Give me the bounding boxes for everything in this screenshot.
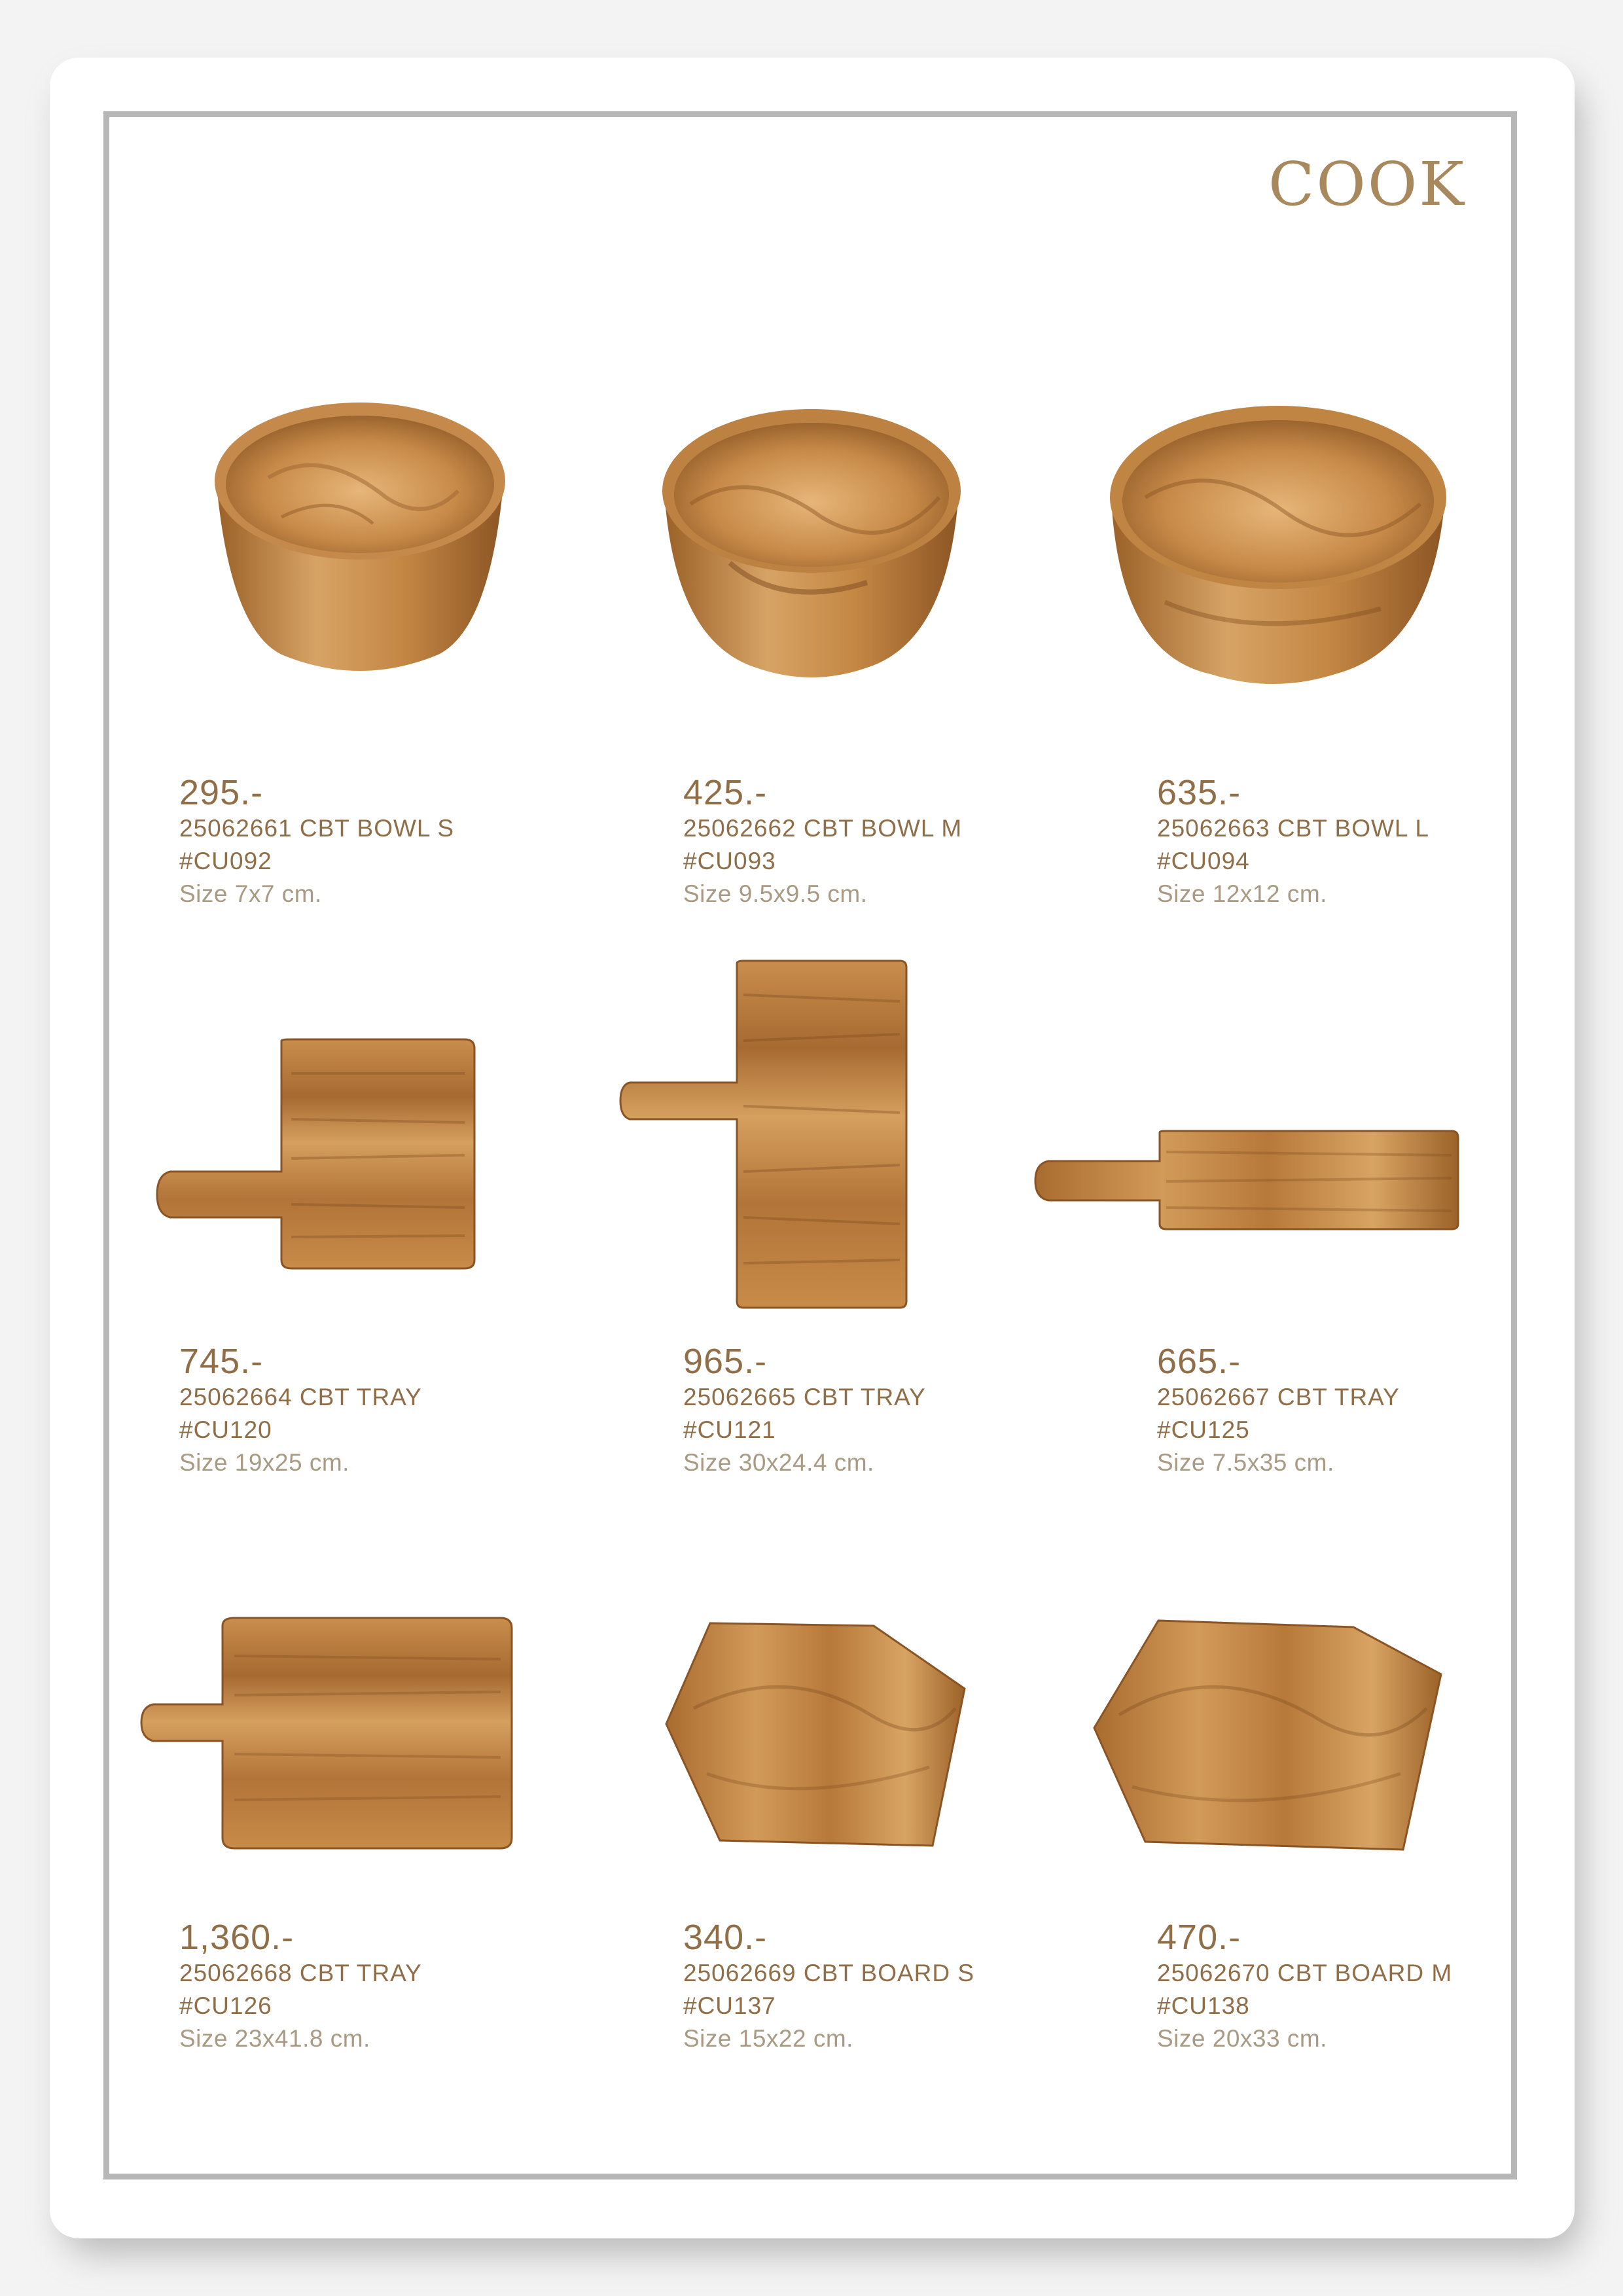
product-size: Size 12x12 cm. (1157, 880, 1327, 907)
product-size: Size 19x25 cm. (179, 1449, 349, 1476)
product-photo-bowl-m (651, 367, 1109, 812)
product-size: Size 23x41.8 cm. (179, 2025, 370, 2052)
product-ref: #CU094 (1157, 848, 1250, 874)
product-ref: #CU121 (683, 1416, 776, 1443)
product-ref: #CU093 (683, 848, 776, 874)
product-price: 745.- (179, 1342, 264, 1381)
product-info-tray-cu121 (683, 1342, 926, 1479)
product-price: 340.- (683, 1918, 768, 1957)
product-size: Size 30x24.4 cm. (683, 1449, 874, 1476)
product-photo-tray-cu125 (1027, 956, 1486, 1309)
product-size: Size 9.5x9.5 cm. (683, 880, 868, 907)
product-price: 1,360.- (179, 1918, 294, 1957)
product-ref: #CU126 (179, 1992, 272, 2019)
product-price: 295.- (179, 773, 264, 812)
product-code-name: 25062664 CBT TRAY (179, 1384, 422, 1410)
product-ref: #CU092 (179, 848, 272, 874)
product-photo-board-cu138 (1086, 1610, 1544, 1859)
product-photo-tray-cu126 (137, 1610, 596, 1859)
product-price: 965.- (683, 1342, 768, 1381)
product-info-board-cu137 (683, 1918, 974, 2055)
product-ref: #CU138 (1157, 1992, 1250, 2019)
product-size: Size 15x22 cm. (683, 2025, 853, 2052)
product-code-name: 25062663 CBT BOWL L (1157, 815, 1429, 842)
product-code-name: 25062669 CBT BOARD S (683, 1960, 975, 1986)
product-info-bowl-l (1157, 773, 1429, 910)
product-photo-bowl-l (1106, 367, 1564, 812)
product-price: 470.- (1157, 1918, 1241, 1957)
product-info-board-cu138 (1157, 1918, 1452, 2055)
product-info-bowl-s (179, 773, 454, 910)
product-info-tray-cu120 (179, 1342, 422, 1479)
product-code-name: 25062667 CBT TRAY (1157, 1384, 1400, 1410)
product-price: 665.- (1157, 1342, 1241, 1381)
product-ref: #CU137 (683, 1992, 776, 2019)
product-ref: #CU120 (179, 1416, 272, 1443)
product-info-tray-cu126 (179, 1918, 422, 2055)
product-photo-tray-cu121 (615, 956, 1073, 1309)
product-info-bowl-m (683, 773, 962, 910)
product-size: Size 7.5x35 cm. (1157, 1449, 1334, 1476)
product-price: 635.- (1157, 773, 1241, 812)
product-code-name: 25062665 CBT TRAY (683, 1384, 926, 1410)
product-price: 425.- (683, 773, 768, 812)
product-size: Size 7x7 cm. (179, 880, 322, 907)
product-code-name: 25062662 CBT BOWL M (683, 815, 963, 842)
product-photo-tray-cu120 (151, 956, 609, 1309)
product-photo-bowl-s (151, 367, 609, 812)
product-info-tray-cu125 (1157, 1342, 1400, 1479)
product-code-name: 25062668 CBT TRAY (179, 1960, 422, 1986)
product-ref: #CU125 (1157, 1416, 1250, 1443)
product-size: Size 20x33 cm. (1157, 2025, 1327, 2052)
product-photo-board-cu137 (654, 1610, 1113, 1859)
product-code-name: 25062661 CBT BOWL S (179, 815, 455, 842)
page-title: COOK (1268, 149, 1466, 219)
product-code-name: 25062670 CBT BOARD M (1157, 1960, 1453, 1986)
